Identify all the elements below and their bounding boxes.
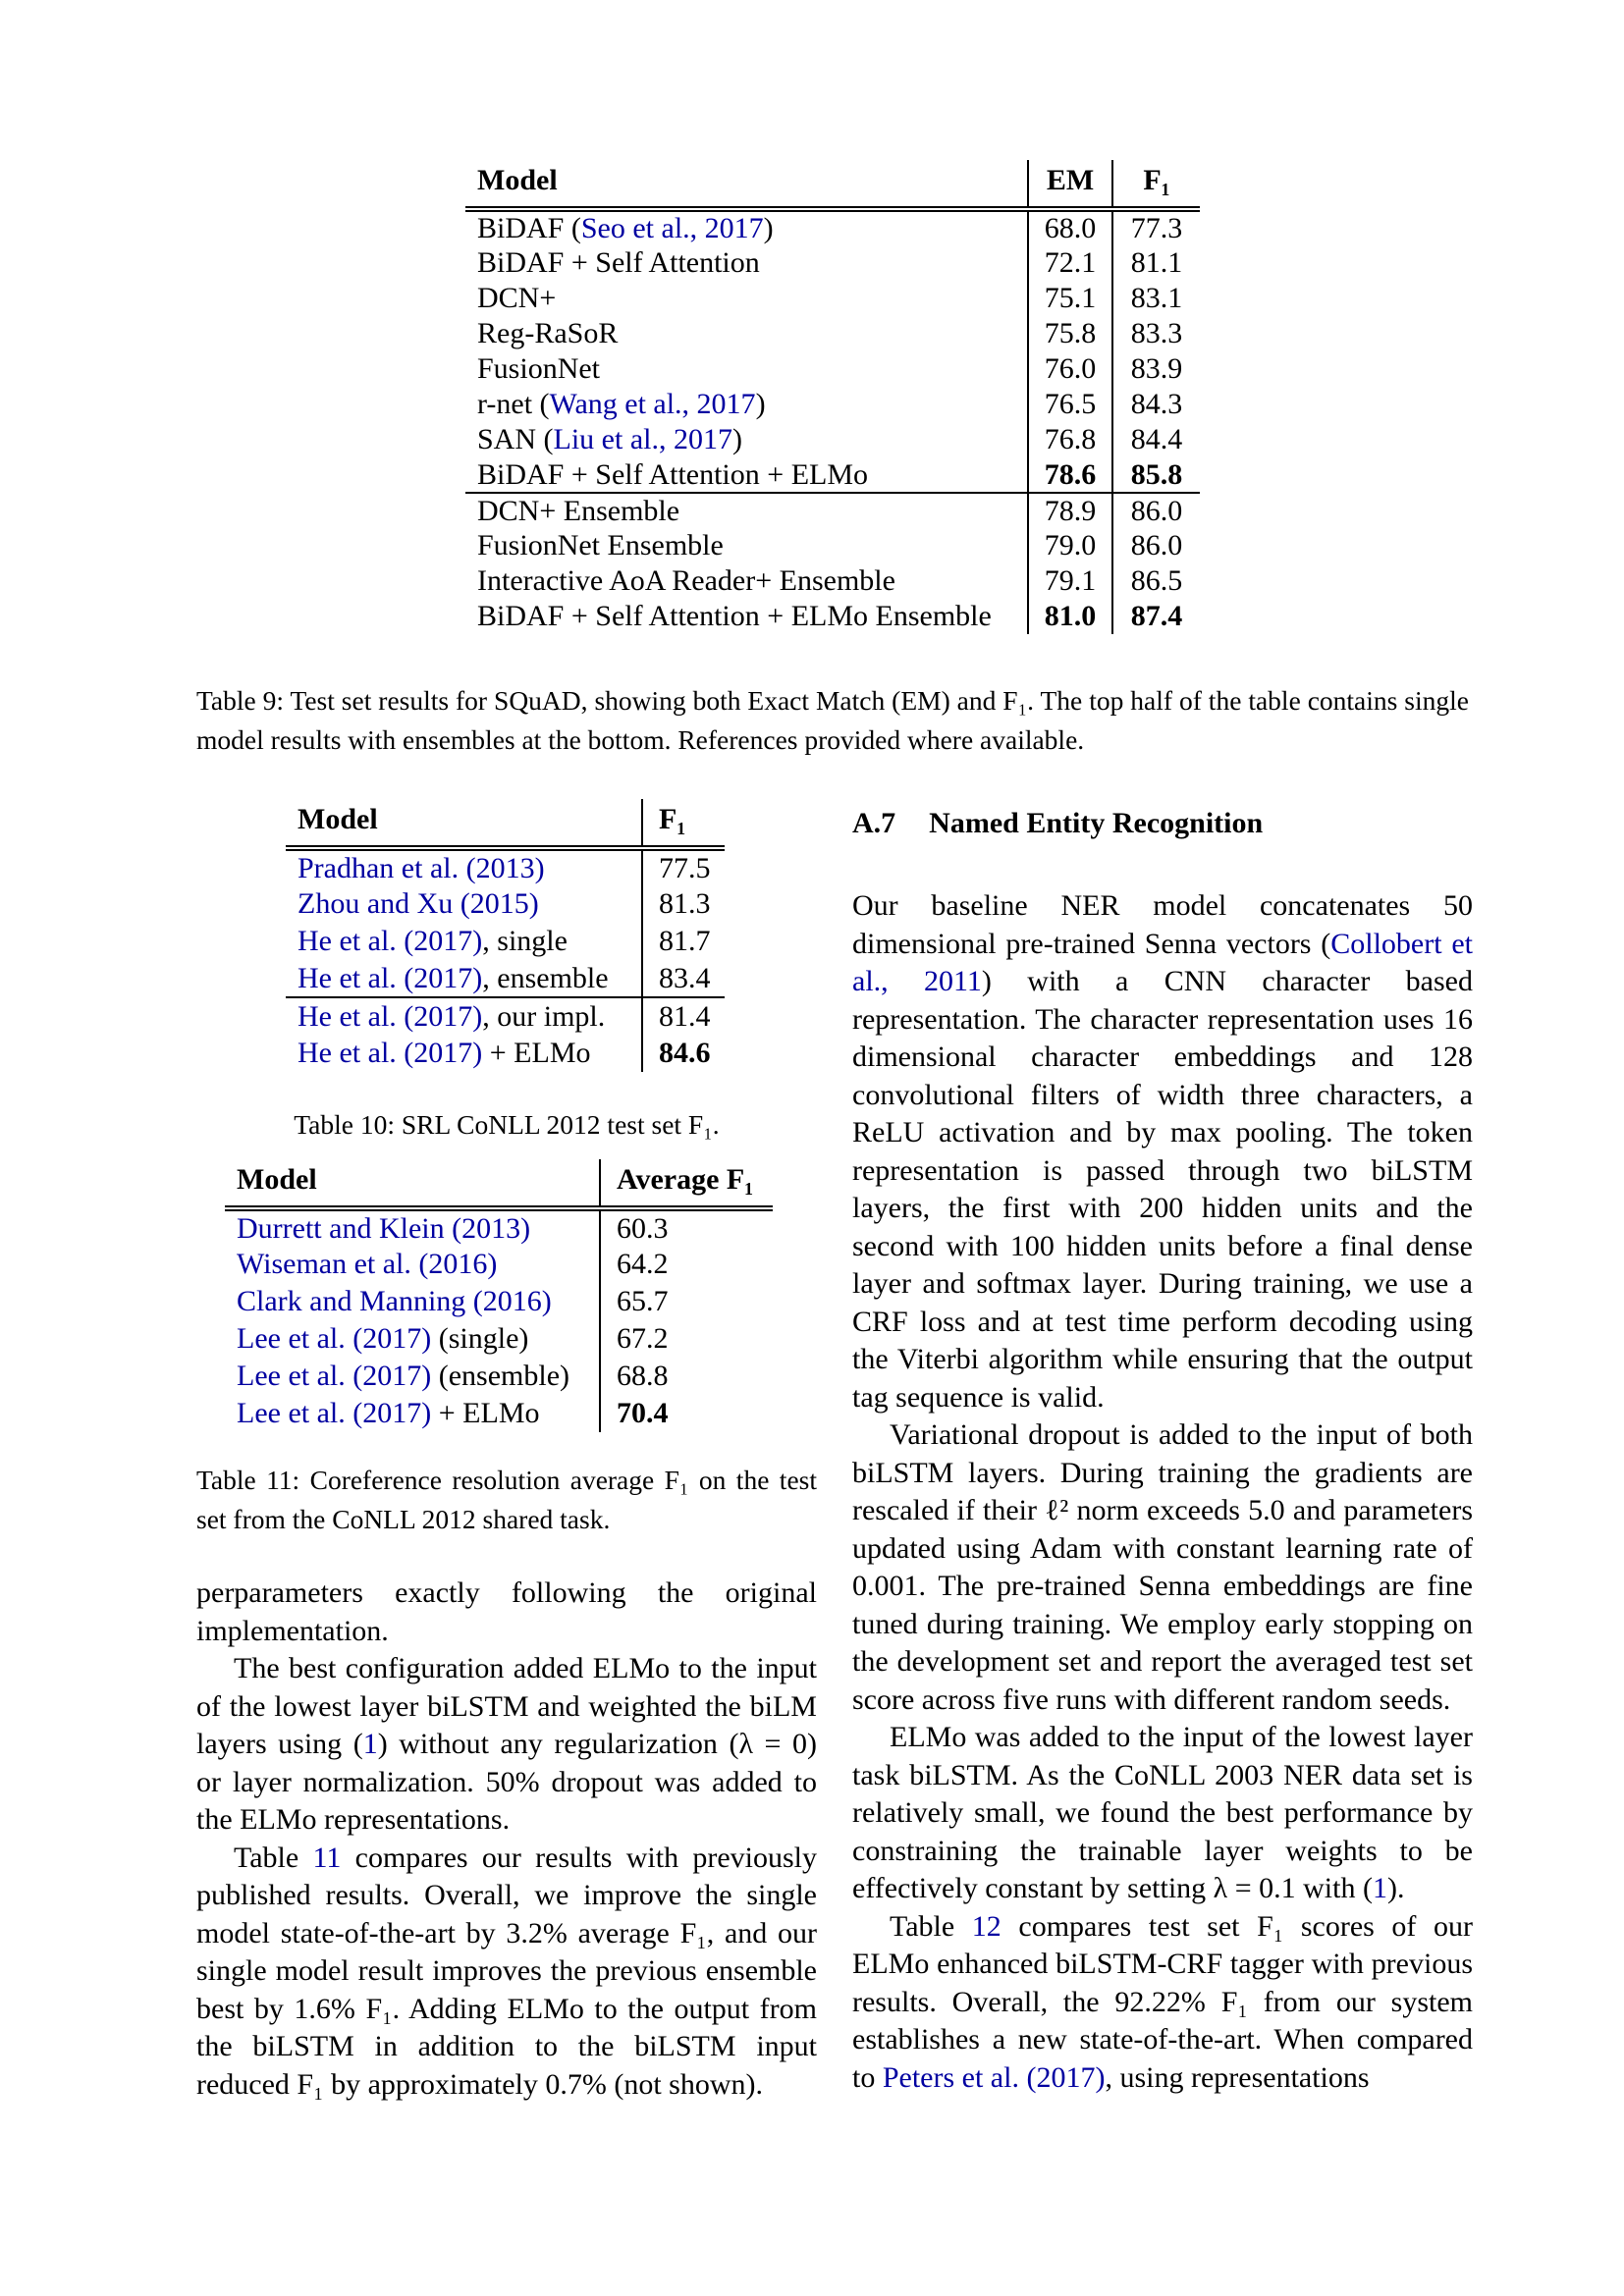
table-row [286,923,725,960]
model-cell: Lee et al. (2017) (ensemble) [237,1360,570,1392]
paragraph: Our baseline NER model concatenates 50 dimensional pre-trained Senna vectors (Collobert et al., 2011) with a CNN character based representation. The character representation uses 16 dimensional character embeddings and 128 convolutional filters of width three characters, a ReLU activation and by max pooling. The token representation is passed through two biLSTM layers, the first with 200 hidden units and the second with 100 hidden units before a final dense layer and softmax layer. During training, we use a CRF loss and at test time perform decoding using the Viterbi algorithm while ensuring that the output tag sequence is valid. [852,889,1473,1414]
table-row [225,1208,773,1246]
model-cell: DCN+ [477,282,557,314]
model-cell: FusionNet Ensemble [477,529,724,561]
model-cell: He et al. (2017), our impl. [286,997,642,1035]
citation-link[interactable]: He et al. (2017) [298,961,483,994]
model-cell [286,885,642,923]
citation-link[interactable]: Durrett and Klein (2013) [237,1211,531,1245]
f1-cell: 85.8 [1112,457,1200,493]
f1-cell: 86.0 [1112,493,1200,528]
f1-cell: 77.5 [642,848,725,885]
model-cell: BiDAF (Seo et al., 2017) [477,212,774,244]
table11-caption: Table 11: Coreference resolution average F₁ on the test set from the CoNLL 2012 shared task. [196,1465,817,1534]
table9-header-em: EM [1028,160,1112,209]
paragraph: perparameters exactly following the original implementation. [196,1576,817,1647]
table10-caption: Table 10: SRL CoNLL 2012 test set F₁. [294,1109,720,1140]
model-cell: Lee et al. (2017) + ELMo [237,1397,540,1429]
f1-cell: 65.7 [600,1283,773,1320]
citation-link[interactable]: Lee et al. (2017) [237,1397,432,1429]
table-ref-link[interactable]: 12 [971,1909,1001,1943]
paragraph: ELMo was added to the input of the lowest layer task biLSTM. As the CoNLL 2003 NER data set is relatively small, we found the best performance by constraining the trainable layer weights to be effectively constant by setting λ = 0.1 with (1). [852,1721,1473,1904]
table-row [225,1358,773,1395]
table-row [225,1283,773,1320]
right-column-text [852,805,1473,2097]
f1-cell: 83.9 [1112,351,1200,387]
table9-squad-results [465,160,1200,634]
table11-header-row [225,1159,773,1208]
em-cell: 72.1 [1028,245,1112,281]
paragraph: Table 11 compares our results with previously published results. Overall, we improve the single model state-of-the-art by 3.2% average F₁, and our single model result improves the previous ensemble best by 1.6% F₁. Adding ELMo to the output from the biLSTM in addition to the biLSTM input reduced F₁ by approximately 0.7% (not shown). [196,1841,818,2101]
f1-cell: 83.1 [1112,281,1200,316]
model-cell [225,1246,600,1283]
table-row [225,1320,773,1358]
table10-header-f1: F₁ [642,799,725,848]
f1-cell: 81.7 [642,923,725,960]
f1-cell: 87.4 [1112,599,1200,634]
equation-ref-link[interactable]: 1 [1372,1872,1387,1904]
citation-link[interactable]: Lee et al. (2017) [237,1322,432,1355]
table-row [465,351,1200,387]
table9-header-model: Model [465,160,1028,209]
em-cell: 78.6 [1028,457,1112,493]
table-row [465,209,1200,245]
model-cell: He et al. (2017) + ELMo [298,1037,591,1069]
table-row [465,281,1200,316]
citation-link[interactable]: Peters et al. (2017) [882,2060,1106,2094]
citation-link[interactable]: Wang et al., 2017 [549,388,756,420]
table-row [465,387,1200,422]
citation-link[interactable]: Liu et al., 2017 [553,423,732,455]
table-row [465,457,1200,493]
citation-link[interactable]: Pradhan et al. (2013) [298,851,545,884]
model-cell: BiDAF + Self Attention [477,246,760,279]
model-cell [225,1283,600,1320]
citation-link[interactable]: He et al. (2017) [298,1037,483,1069]
section-heading [852,805,1473,842]
paragraph: Variational dropout is added to the input of both biLSTM layers. During training the gradients are rescaled if their ℓ² norm exceeds 5.0 and parameters updated using Adam with constant learning rate of 0.001. The pre-trained Senna embeddings are fine tuned during training. We employ early stopping on the development set and report the averaged test set score across five runs with different random seeds. [852,1418,1473,1716]
f1-cell: 86.0 [1112,528,1200,563]
f1-cell: 83.4 [642,960,725,997]
table-row [225,1246,773,1283]
em-cell: 76.0 [1028,351,1112,387]
f1-cell: 83.3 [1112,316,1200,351]
citation-link[interactable]: Collobert et al., 2011 [852,927,1473,997]
f1-cell: 84.4 [1112,422,1200,457]
citation-link[interactable]: Seo et al., 2017 [580,212,764,244]
f1-cell: 70.4 [600,1395,773,1432]
f1-cell: 81.3 [642,885,725,923]
f1-cell: 84.6 [642,1035,725,1072]
table10-header-row [286,799,725,848]
table-row [465,316,1200,351]
model-cell: DCN+ Ensemble [465,493,1028,528]
f1-cell: 84.3 [1112,387,1200,422]
em-cell: 81.0 [1028,599,1112,634]
table10-srl-results [286,799,725,1072]
table9-header-f1: F₁ [1112,160,1200,209]
f1-cell: 64.2 [600,1246,773,1283]
model-cell [225,1208,600,1246]
f1-cell: 77.3 [1112,209,1200,245]
table11-header-model: Model [225,1159,600,1208]
section-number: A.7 [852,807,896,839]
em-cell: 76.5 [1028,387,1112,422]
model-cell: Reg-RaSoR [477,317,619,349]
table-row [465,245,1200,281]
table-row [465,563,1200,599]
table-row [286,997,725,1035]
f1-cell: 68.8 [600,1358,773,1395]
left-column-text [196,1575,817,2104]
table10-header-model: Model [286,799,642,848]
citation-link[interactable]: Clark and Manning (2016) [237,1285,552,1317]
table9-caption: Table 9: Test set results for SQuAD, showing both Exact Match (EM) and F₁. The top half of the table contains single model results with ensembles at the bottom. References provided where available. [196,685,1469,755]
em-cell: 75.1 [1028,281,1112,316]
model-cell: SAN (Liu et al., 2017) [477,423,742,455]
model-cell: He et al. (2017), single [298,925,568,957]
model-cell: He et al. (2017), ensemble [298,961,609,994]
citation-link[interactable]: He et al. (2017) [298,925,483,957]
table-row [286,960,725,997]
f1-cell: 67.2 [600,1320,773,1358]
citation-link[interactable]: Lee et al. (2017) [237,1360,432,1392]
model-cell: Lee et al. (2017) (single) [237,1322,529,1355]
f1-cell: 81.4 [642,997,725,1035]
model-cell: Interactive AoA Reader+ Ensemble [477,564,895,597]
table11-coref-results [225,1159,773,1432]
model-cell: BiDAF + Self Attention + ELMo Ensemble [477,600,992,632]
f1-cell: 86.5 [1112,563,1200,599]
table-row [286,848,725,885]
model-cell: r-net (Wang et al., 2017) [477,388,766,420]
table11-header-avg-f1: Average F₁ [600,1159,773,1208]
table-row [465,599,1200,634]
citation-link[interactable]: Wiseman et al. (2016) [237,1248,498,1280]
model-cell: FusionNet [477,352,601,385]
paragraph: Table 12 compares test set F₁ scores of our ELMo enhanced biLSTM-CRF tagger with previous results. Overall, the 92.22% F₁ from our system establishes a new state-of-the-art. When compared to Peters et al. (2017), using representations [852,1909,1473,2094]
em-cell: 79.1 [1028,563,1112,599]
em-cell: 68.0 [1028,209,1112,245]
table-row [286,885,725,923]
citation-link[interactable]: Zhou and Xu (2015) [298,887,539,920]
f1-cell: 81.1 [1112,245,1200,281]
table-ref-link[interactable]: 11 [312,1841,342,1874]
em-cell: 79.0 [1028,528,1112,563]
table9-header-row [465,160,1200,209]
em-cell: 75.8 [1028,316,1112,351]
em-cell: 76.8 [1028,422,1112,457]
table-row [286,1035,725,1072]
em-cell: 78.9 [1028,493,1112,528]
table-row [465,493,1200,528]
f1-cell: 60.3 [600,1208,773,1246]
model-cell [286,848,642,885]
table-row [465,422,1200,457]
paragraph: The best configuration added ELMo to the input of the lowest layer biLSTM and weighted the biLM layers using (1) without any regularization (λ = 0) or layer normalization. 50% dropout was added to the ELMo representations. [196,1652,817,1836]
equation-ref-link[interactable]: 1 [362,1728,378,1760]
section-title: Named Entity Recognition [929,807,1264,839]
table-row [225,1395,773,1432]
table-row [465,528,1200,563]
citation-link[interactable]: He et al. (2017) [298,999,483,1033]
model-cell: BiDAF + Self Attention + ELMo [477,457,869,491]
